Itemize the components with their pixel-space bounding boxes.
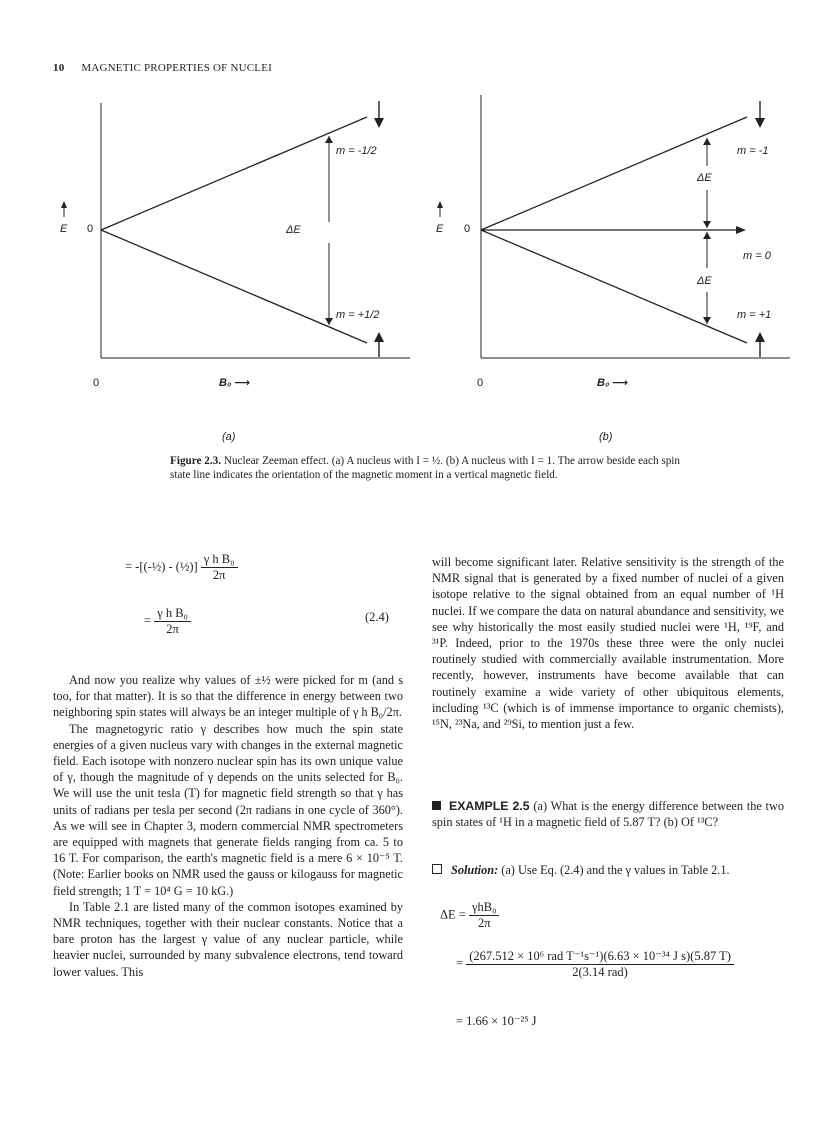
panel-b-label: (b): [599, 431, 613, 443]
solution-eq2: [456, 948, 734, 980]
solution-eq1-fraction: [469, 900, 499, 931]
caption-label: Figure 2.3.: [170, 455, 222, 467]
solution-eq2-den: 2(3.14 rad): [572, 965, 628, 979]
example-2-5: [432, 798, 784, 830]
panel-a-lower-level-line: [101, 230, 367, 343]
example-label: EXAMPLE 2.5: [449, 799, 530, 813]
panel-b-up-arrowhead-icon: [755, 332, 765, 342]
solution-eq2-fraction: [466, 948, 734, 980]
panel-b-right-arrowhead-icon: [736, 226, 746, 234]
solution-eq1-den: 2π: [477, 916, 491, 930]
panel-b-lower-gap-label: ΔE: [697, 275, 712, 287]
solution-text: (a) Use Eq. (2.4) and the γ values in Table 2.1.: [501, 863, 730, 877]
panel-b-lower-gap-arrowhead-a: [703, 232, 711, 239]
panel-a-label: (a): [222, 431, 236, 443]
eq-line1-num: γ h B₀: [201, 552, 238, 568]
eq-line2-fraction: [154, 606, 191, 637]
panel-b-down-arrowhead-icon: [755, 118, 765, 128]
panel-b-zero-y: 0: [464, 223, 471, 235]
equation-2-4-line2: [144, 606, 191, 637]
figure-zeeman: [0, 0, 816, 450]
panel-a-x-label: B₀ ⟶: [219, 377, 251, 389]
panel-b-upper-gap-arrowhead-b: [703, 221, 711, 228]
left-paragraph-3: In Table 2.1 are listed many of the common isotopes examined by NMR techniques, together with their nuclear constants. Notice that a bare proton has the largest γ value of any nuclear particle, while heavier nuclei, surrounded by many subvalence electrons, tend toward lower values. This: [53, 899, 403, 979]
panel-a-y-label: E: [60, 223, 68, 235]
eq-line2-num: γ h B₀: [154, 606, 191, 622]
panel-b-lower-gap-arrowhead-b: [703, 317, 711, 324]
eq-line1-den: 2π: [212, 568, 226, 582]
left-paragraph-1: And now you realize why values of ±½ were picked for m (and s too, for that matter). It is so that the difference in energy between two neighboring spin states will always be an integer multiple of γ h B₀/2π.: [53, 673, 403, 720]
panel-b: [436, 95, 790, 443]
panel-a-upper-level-label: m = -1/2: [336, 145, 377, 157]
panel-a-zero-x: 0: [93, 377, 100, 389]
running-title: MAGNETIC PROPERTIES OF NUCLEI: [81, 62, 272, 74]
panel-b-middle-level-label: m = 0: [743, 250, 771, 262]
panel-a-up-arrowhead-icon: [374, 332, 384, 342]
solution-label: Solution:: [451, 863, 499, 877]
solution-eq1-num: γhB₀: [469, 900, 499, 916]
eq-line1-fraction: [201, 552, 238, 583]
left-paragraph-2: The magnetogyric ratio γ describes how much the spin state energies of a given nucleus vary with changes in the external magnetic field. Each isotope with nonzero nuclear spin has its own unique value of γ, though the magnitude of γ depends on the units selected for B₀. We will use the unit tesla (T) for magnetic field strength so that γ has units of radians per tesla per second (2π radians in one cycle of 360°). As we will see in Chapter 3, modern commercial NMR spectrometers are equipped with magnets that generate fields ranging from ca. 5 to 16 T. For comparison, the earth's magnetic field is a mere 6 × 10⁻⁵ T. (Note: Earlier books on NMR used the gauss or kilogauss for magnetic field strength; 1 T = 10⁴ G = 10 kG.): [53, 721, 403, 898]
example-text: (a) What is the energy difference between the two spin states of ¹H in a magnetic field of 5.87 T? (b) Of ¹³C?: [432, 799, 784, 830]
page-number: 10: [53, 62, 65, 74]
panel-b-zero-x: 0: [477, 377, 484, 389]
panel-b-e-arrowhead-icon: [437, 201, 443, 208]
panel-a-gap-arrowhead-down: [325, 318, 333, 325]
right-paragraph: will become significant later. Relative sensitivity is the strength of the NMR signal that is generated by a fixed number of nuclei of a given isotope relative to the signal obtained from an equal number of ¹H nuclei. If we compare the data on natural abundance and sensitivity, we see why historically the most easily studied nuclei were ¹H, ¹⁹F, and ³¹P. Indeed, prior to the 1970s these three were the only nuclei routinely studied with commercially available instrumentation. More recently, however, instruments have become available that can routinely examine a wide variety of other ubiquitous elements, including ¹³C (which is of immense importance to organic chemists), ¹⁵N, ²³Na, and ²⁹Si, to mention just a few.: [432, 555, 784, 732]
left-column: [53, 672, 403, 980]
solution-eq2-equals: =: [456, 955, 464, 970]
eq-line1-prefix: = -[(-½) - (½)]: [125, 559, 198, 574]
solution-eq1: [440, 900, 499, 931]
eq-line2-den: 2π: [166, 622, 179, 636]
equation-2-4-line1: [125, 552, 238, 583]
figure-caption: [170, 454, 690, 482]
panel-b-upper-gap-arrowhead-a: [703, 138, 711, 145]
solution: [432, 862, 784, 878]
right-column: [432, 554, 784, 732]
panel-a-upper-level-line: [101, 117, 367, 230]
panel-a-down-arrowhead-icon: [374, 118, 384, 128]
panel-b-upper-level-label: m = -1: [737, 145, 769, 157]
solution-eq2-num: (267.512 × 10⁶ rad T⁻¹s⁻¹)(6.63 × 10⁻³⁴ J s)(5.87 T): [466, 948, 734, 965]
panel-a-lower-level-label: m = +1/2: [336, 309, 380, 321]
panel-b-y-label: E: [436, 223, 444, 235]
solution-square-icon: [432, 864, 442, 874]
panel-b-lower-level-label: m = +1: [737, 309, 772, 321]
panel-a-gap-arrowhead-up: [325, 136, 333, 143]
panel-b-x-label: B₀ ⟶: [597, 377, 629, 389]
panel-b-upper-gap-label: ΔE: [697, 172, 712, 184]
panel-a-e-arrowhead-icon: [61, 201, 67, 208]
panel-a-zero-y: 0: [87, 223, 94, 235]
solution-eq3: = 1.66 × 10⁻²⁵ J: [456, 1014, 537, 1028]
panel-a: [60, 101, 410, 443]
caption-text: Nuclear Zeeman effect. (a) A nucleus with I = ½. (b) A nucleus with I = 1. The arrow beside each spin state line indicates the orientation of the magnetic moment in a vertical magnetic field.: [170, 455, 681, 481]
eq-line2-prefix: =: [144, 613, 152, 628]
example-square-icon: [432, 801, 441, 810]
panel-a-gap-label: ΔE: [286, 224, 301, 236]
equation-number: (2.4): [365, 610, 389, 624]
solution-eq1-lhs: ΔE =: [440, 907, 466, 922]
